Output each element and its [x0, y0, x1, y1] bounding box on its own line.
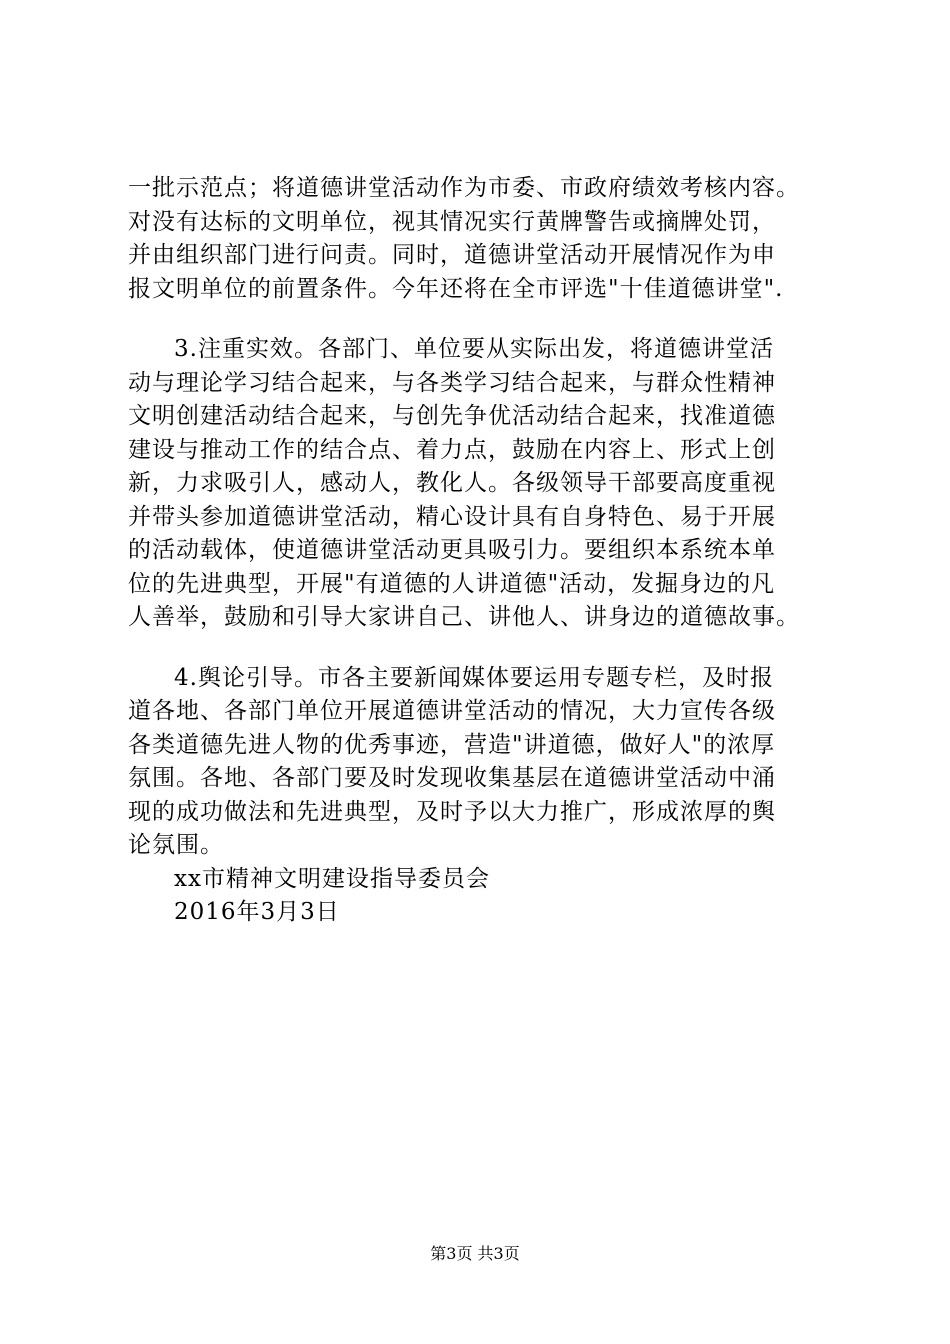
issue-date: 2016年3月3日	[174, 899, 340, 925]
text-line: 并由组织部门进行问责。同时，道德讲堂活动开展情况作为申	[128, 242, 776, 268]
paragraph-continued	[128, 172, 858, 306]
text-line: 建设与推动工作的结合点、着力点，鼓励在内容上、形式上创	[128, 436, 776, 463]
text-line: 位的先进典型，开展"有道德的人讲道德"活动，发掘身边的凡	[128, 570, 776, 597]
text-line: 的活动载体，使道德讲堂活动更具吸引力。要组织本系统本单	[128, 537, 776, 563]
text-line: 对没有达标的文明单位，视其情况实行黄牌警告或摘牌处罚，	[128, 208, 776, 235]
paragraph-public-opinion	[128, 662, 858, 863]
text-line: 论氛围。	[128, 832, 224, 858]
page-number-footer: 第3页 共3页	[430, 1244, 520, 1263]
text-line: 动与理论学习结合起来，与各类学习结合起来，与群众性精神	[128, 369, 776, 396]
text-line: 3.注重实效。各部门、单位要从实际出发，将道德讲堂活	[174, 336, 774, 362]
text-line: 人善举，鼓励和引导大家讲自己、讲他人、讲身边的道德故事。	[128, 604, 800, 630]
text-line: 一批示范点；将道德讲堂活动作为市委、市政府绩效考核内容。	[128, 175, 800, 201]
text-line: 各类道德先进人物的优秀事迹，营造"讲道德，做好人"的浓厚	[128, 731, 776, 758]
paragraph-practical-effect	[128, 333, 858, 635]
text-line: 新，力求吸引人，感动人，教化人。各级领导干部要高度重视	[128, 470, 776, 496]
text-line: 并带头参加道德讲堂活动，精心设计具有自身特色、易于开展	[128, 503, 776, 530]
text-line: 报文明单位的前置条件。今年还将在全市评选"十佳道德讲堂".	[128, 275, 784, 302]
paragraph-gap	[128, 635, 858, 662]
text-line: 氛围。各地、各部门要及时发现收集基层在道德讲堂活动中涌	[128, 765, 776, 791]
text-line: 现的成功做法和先进典型，及时予以大力推广，形成浓厚的舆	[128, 798, 776, 825]
paragraph-gap	[128, 306, 858, 333]
text-line: 文明创建活动结合起来，与创先争优活动结合起来，找准道德	[128, 403, 776, 429]
text-line: 道各地、各部门单位开展道德讲堂活动的情况，大力宣传各级	[128, 698, 776, 724]
document-body	[128, 172, 858, 930]
issuer-signature: xx市精神文明建设指导委员会	[174, 865, 490, 892]
text-line: 4.舆论引导。市各主要新闻媒体要运用专题专栏，及时报	[174, 664, 774, 691]
